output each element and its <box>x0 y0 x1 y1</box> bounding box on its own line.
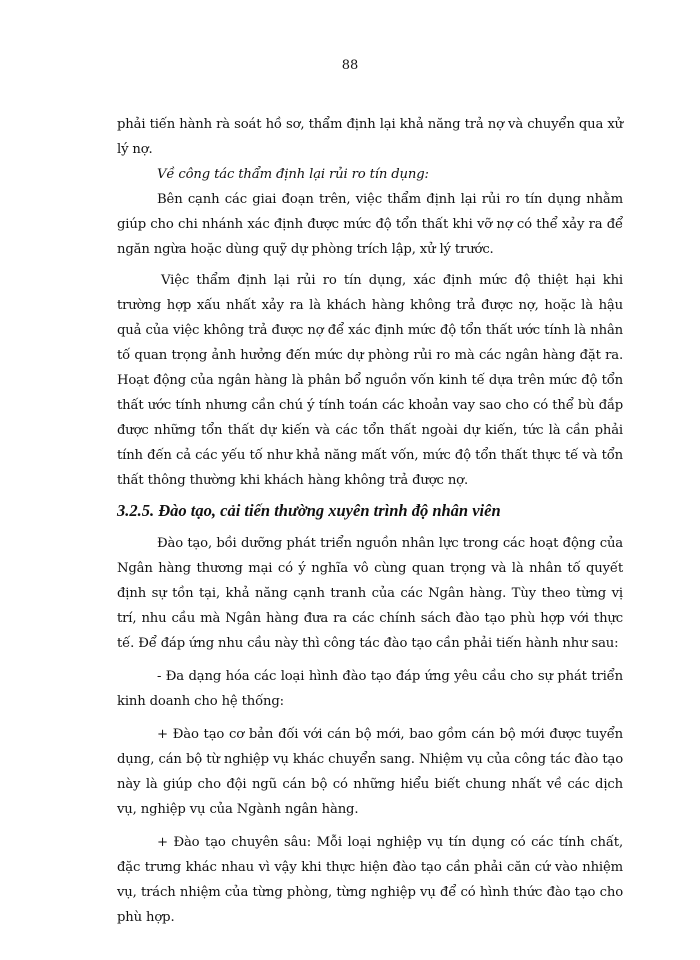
list-item-basic-training: + Đào tạo cơ bản đối với cán bộ mới, bao gồm cán bộ mới được tuyển dụng, cán bộ từ nghiệp vụ khác chuyển sang. Nhiệm vụ của công tác đào tạo này là giúp cho đội ngũ cán bộ có những hiểu biết chung nhất về các dịch vụ, nghiệp vụ của Ngành ngân hàng. <box>117 727 623 817</box>
paragraph-continuation: phải tiến hành rà soát hồ sơ, thẩm định lại khả năng trả nợ và chuyển qua xử lý nợ. <box>117 117 623 157</box>
page-number: 88 <box>341 58 359 73</box>
document-body <box>117 112 623 930</box>
paragraph-training-intro: Đào tạo, bồi dưỡng phát triển nguồn nhân lực trong các hoạt động của Ngân hàng thương mại có ý nghĩa vô cùng quan trọng và là nhân tố quyết định sự tồn tại, khả năng cạnh tranh của các Ngân hàng. Tùy theo từng vị trí, nhu cầu mà Ngân hàng đưa ra các chính sách đào tạo phù hợp với thực tế. Để đáp ứng nhu cầu này thì công tác đào tạo cần phải tiến hành như sau: <box>117 536 623 651</box>
list-item-specialized-training: + Đào tạo chuyên sâu: Mỗi loại nghiệp vụ tín dụng có các tính chất, đặc trưng khác nhau vì vậy khi thực hiện đào tạo cần phải căn cứ vào nhiệm vụ, trách nhiệm của từng phòng, từng nghiệp vụ để có hình thức đào tạo cho phù hợp. <box>117 835 623 925</box>
list-item-diversify-training: - Đa dạng hóa các loại hình đào tạo đáp ứng yêu cầu cho sự phát triển kinh doanh cho hệ thống: <box>117 669 623 709</box>
paragraph-risk-reassessment-detail: Việc thẩm định lại rủi ro tín dụng, xác định mức độ thiệt hại khi trường hợp xấu nhất xảy ra là khách hàng không trả được nợ, hoặc là hậu quả của việc không trả được nợ để xác định mức độ tổn thất ước tính là nhân tố quan trọng ảnh hưởng đến mức dự phòng rủi ro mà các ngân hàng đặt ra. Hoạt động của ngân hàng là phân bổ nguồn vốn kinh tế dựa trên mức độ tổn thất ước tính nhưng cần chú ý tính toán các khoản vay sao cho có thể bù đắp được những tổn thất dự kiến và các tổn thất ngoài dự kiến, tức là cần phải tính đến cả các yếu tố như khả năng mất vốn, mức độ tổn thất thực tế và tổn thất thông thường khi khách hàng không trả được nợ. <box>117 273 623 488</box>
paragraph-risk-reassessment-intro: Bên cạnh các giai đoạn trên, việc thẩm định lại rủi ro tín dụng nhằm giúp cho chi nhánh xác định được mức độ tổn thất khi vỡ nợ có thể xảy ra để ngăn ngừa hoặc dùng quỹ dự phòng trích lập, xử lý trước. <box>117 192 623 257</box>
subheading-credit-risk-reassessment: Về công tác thẩm định lại rủi ro tín dụng: <box>157 167 429 182</box>
section-heading-3-2-5: 3.2.5. Đào tạo, cải tiến thường xuyên trình độ nhân viên <box>117 501 501 520</box>
